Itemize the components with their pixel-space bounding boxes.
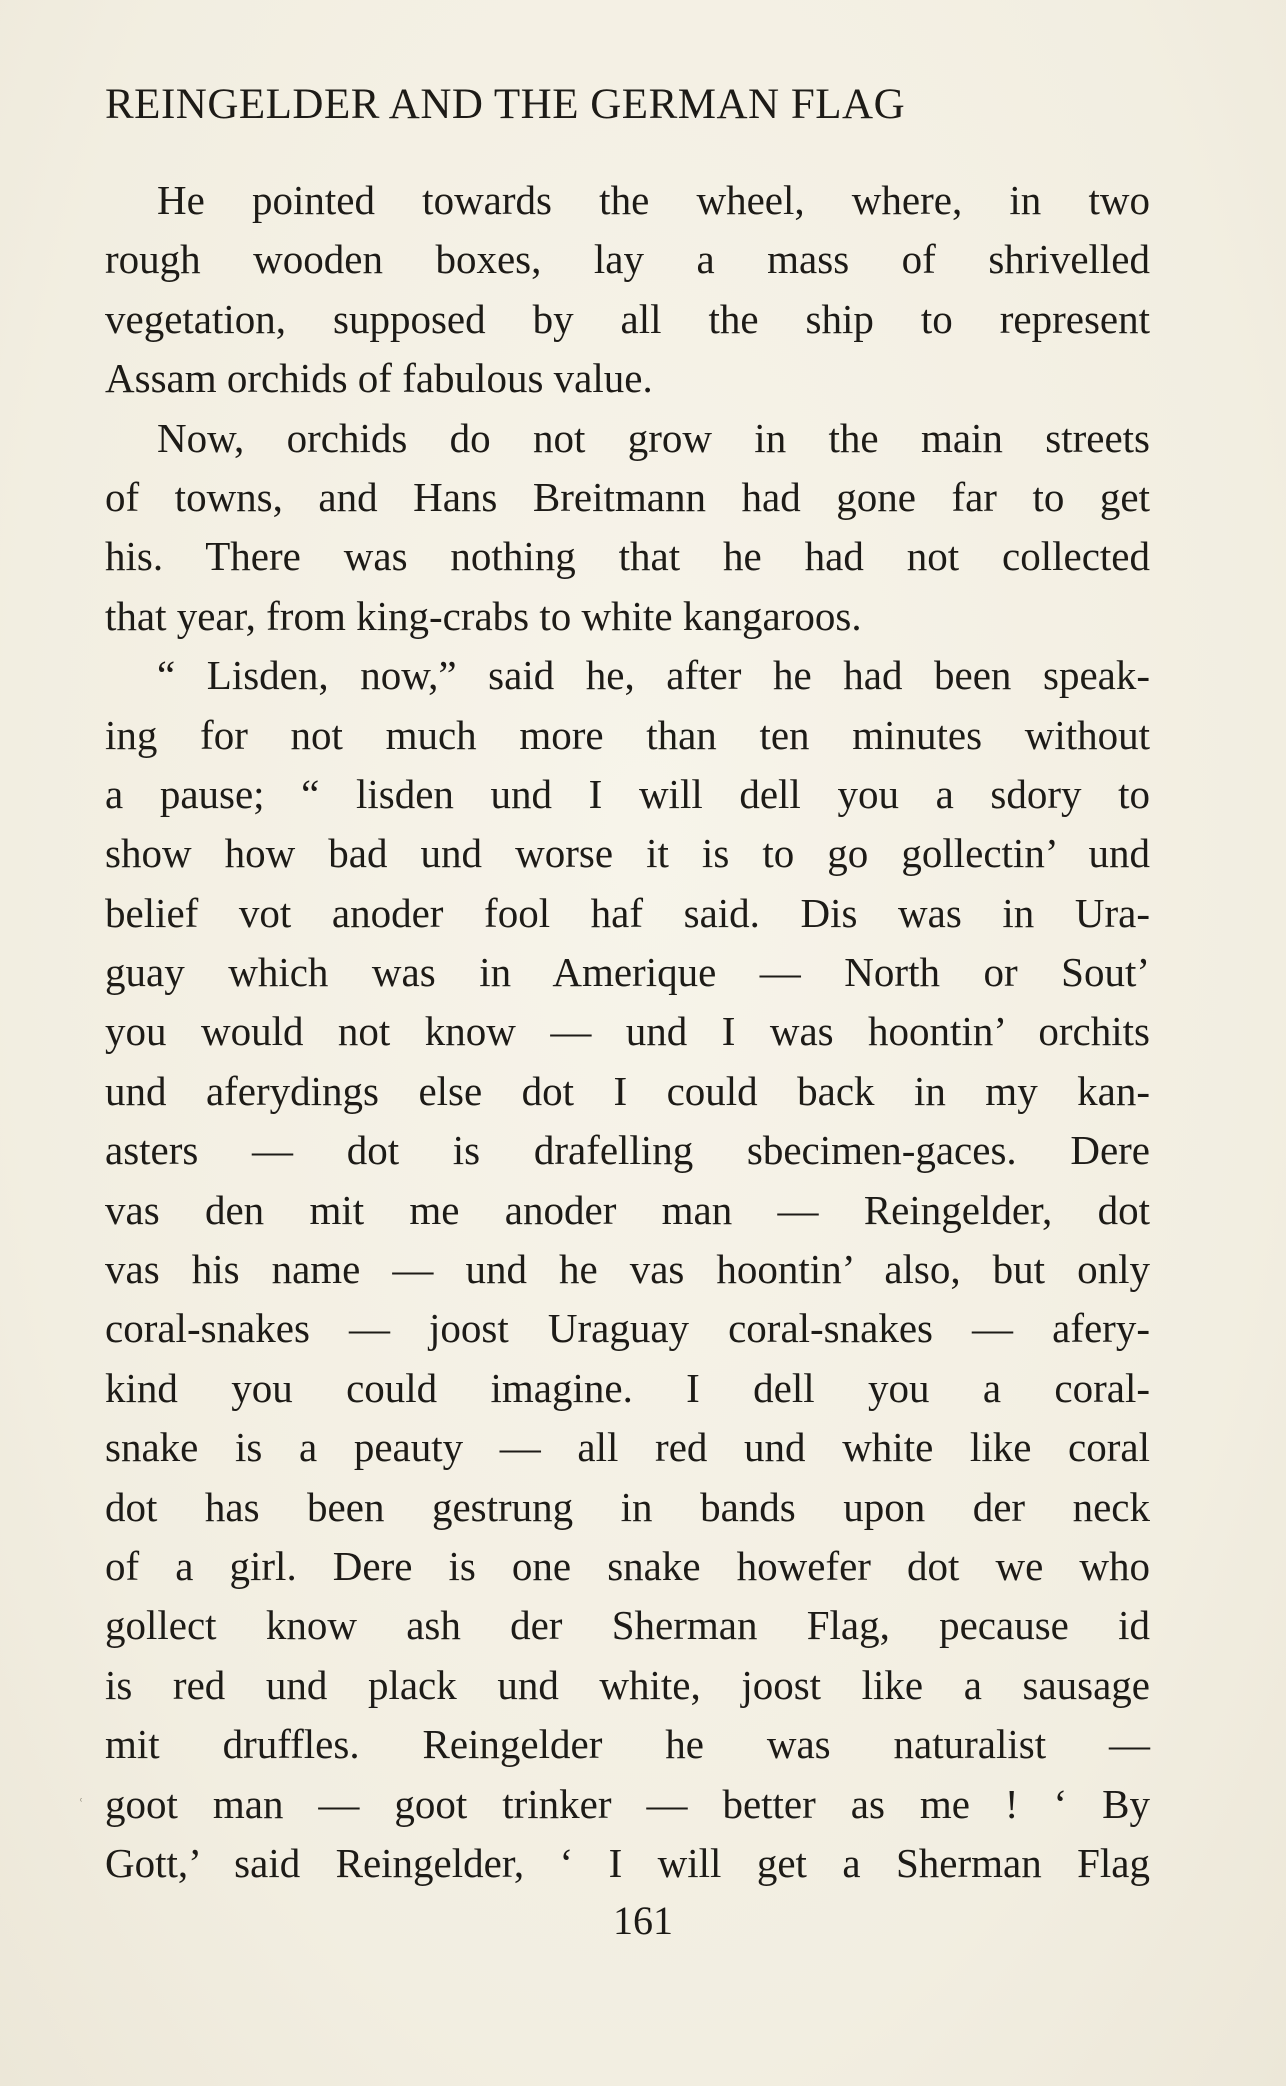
text-line: coral-snakes — joost Uraguay coral-snakes — afery- <box>105 1305 1150 1352</box>
text-line: of a girl. Dere is one snake howefer dot we who <box>105 1542 1150 1589</box>
text-line: He pointed towards the wheel, where, in two <box>157 177 1150 223</box>
text-line: mit druffles. Reingelder he was naturalist — <box>105 1721 1150 1768</box>
text-line: ing for not much more than ten minutes without <box>105 711 1150 758</box>
body-text <box>105 171 1150 1893</box>
text-line: is red und plack und white, joost like a sausage <box>105 1661 1150 1708</box>
text-line: vas den mit me anoder man — Reingelder, dot <box>105 1186 1150 1233</box>
text-line: belief vot anoder fool haf said. Dis was in Ura- <box>105 889 1150 936</box>
text-line: vas his name — und he vas hoontin’ also, but only <box>105 1246 1150 1293</box>
text-line: und aferydings else dot I could back in my kan- <box>105 1067 1150 1114</box>
text-line: Assam orchids of fabulous value. <box>105 355 653 402</box>
text-line: of towns, and Hans Breitmann had gone far to get <box>105 473 1150 520</box>
text-line: dot has been gestrung in bands upon der neck <box>105 1483 1150 1530</box>
text-line: that year, from king-crabs to white kangaroos. <box>105 592 862 639</box>
text-line: “ Lisden, now,” said he, after he had been speak- <box>157 652 1150 699</box>
text-line: Now, orchids do not grow in the main streets <box>157 414 1150 461</box>
text-line: rough wooden boxes, lay a mass of shrivelled <box>105 236 1150 283</box>
text-line: guay which was in Amerique — North or Sout’ <box>105 949 1150 996</box>
text-line: his. There was nothing that he had not collected <box>105 533 1150 580</box>
text-line: you would not know — und I was hoontin’ orchits <box>105 1008 1150 1055</box>
text-line: a pause; “ lisden und I will dell you a sdory to <box>105 770 1150 817</box>
text-line: show how bad und worse it is to go gollectin’ und <box>105 830 1150 877</box>
running-head: REINGELDER AND THE GERMAN FLAG <box>105 81 906 128</box>
text-line: vegetation, supposed by all the ship to represent <box>105 295 1150 342</box>
text-line: snake is a peauty — all red und white like coral <box>105 1424 1150 1471</box>
text-line: asters — dot is drafelling sbecimen-gaces. Dere <box>105 1127 1150 1174</box>
text-line: goot man — goot trinker — better as me ! ‘ By <box>105 1780 1150 1827</box>
text-line: gollect know ash der Sherman Flag, pecause id <box>105 1602 1150 1649</box>
text-line: kind you could imagine. I dell you a coral- <box>105 1364 1150 1411</box>
page-number: 161 <box>613 1898 673 1943</box>
text-line: Gott,’ said Reingelder, ‘ I will get a Sherman Flag <box>105 1839 1150 1886</box>
margin-mark: ʿ <box>78 1795 84 1815</box>
